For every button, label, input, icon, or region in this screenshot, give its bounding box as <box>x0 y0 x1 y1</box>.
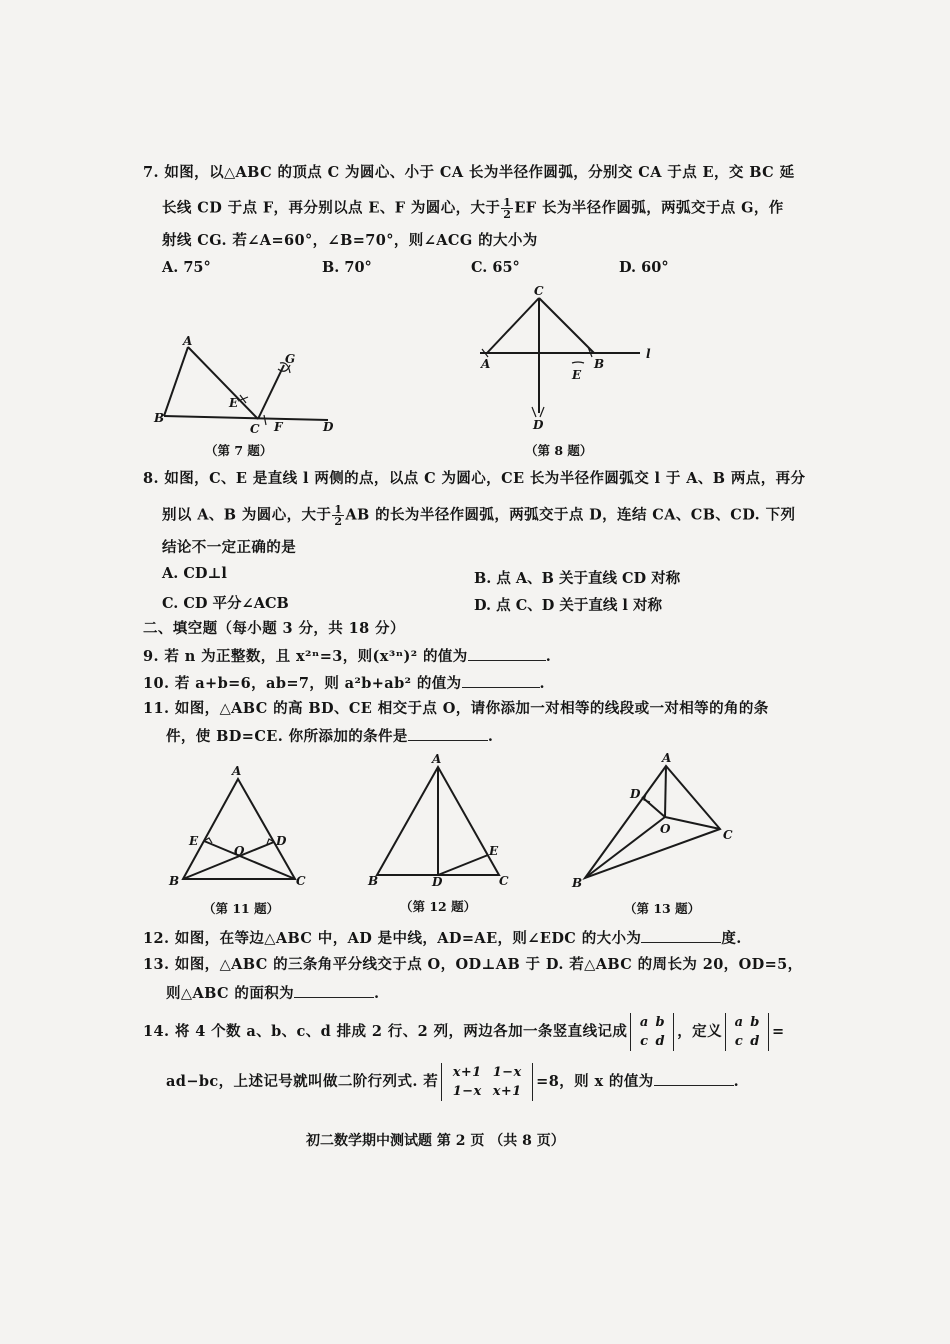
q11-text: 件，使 BD=CE. 你所添加的条件是 <box>166 728 408 745</box>
q10-answer-blank[interactable] <box>462 673 540 688</box>
fig7-label-f: F <box>274 420 283 434</box>
fig8-label-d: D <box>533 418 544 432</box>
fig11-label-c: C <box>296 874 306 888</box>
q13-figure <box>568 750 743 890</box>
fig13-label-c: C <box>723 828 733 842</box>
q12-answer-blank[interactable] <box>641 928 721 943</box>
q7-line3: 射线 CG. 若∠A=60°，∠B=70°，则∠ACG 的大小为 <box>162 232 538 249</box>
q13-line1: 13. 如图，△ABC 的三条角平分线交于点 O，OD⊥AB 于 D. 若△ABC 的周长为 20，OD=5， <box>143 956 803 973</box>
q8-line3: 结论不一定正确的是 <box>162 539 297 556</box>
q9-answer-blank[interactable] <box>468 646 546 661</box>
q7-fraction-half: $\frac{1}{2}$ <box>503 196 512 221</box>
q14-line2 <box>166 1063 739 1101</box>
q11-caption: （第 11 题） <box>203 901 280 916</box>
q8-line2-a: 别以 A、B 为圆心，大于 <box>162 506 332 524</box>
q8-option-d: D. 点 C、D 关于直线 l 对称 <box>474 597 662 614</box>
q14-determinant-abcd-def: a b c d <box>725 1013 769 1051</box>
fig7-label-b: B <box>154 411 165 425</box>
q7-line1: 7. 如图，以△ABC 的顶点 C 为圆心、小于 CA 长为半径作圆弧，分别交 CA 于点 E，交 BC 延 <box>143 164 795 181</box>
fig8-label-e: E <box>572 368 582 382</box>
fig13-label-d: D <box>630 787 641 801</box>
fig7-label-d: D <box>323 420 334 434</box>
q14-line1-b: ，定义 <box>677 1023 722 1040</box>
q8-line2-b: AB 的长为半径作圆弧，两弧交于点 D，连结 CA、CB、CD. 下列 <box>345 506 796 524</box>
fig12-label-e: E <box>489 844 499 858</box>
q11-figure <box>165 765 315 895</box>
q12-caption: （第 12 题） <box>400 899 477 914</box>
fig11-label-b: B <box>169 874 180 888</box>
fig13-label-o: O <box>660 822 671 836</box>
q8-line1: 8. 如图，C、E 是直线 l 两侧的点，以点 C 为圆心，CE 长为半径作圆弧交 l 于 A、B 两点，再分 <box>143 470 806 487</box>
fig7-label-e: E <box>229 396 239 410</box>
q7-line2-a: 长线 CD 于点 F，再分别以点 E、F 为圆心，大于 <box>162 199 501 217</box>
q7-line2-b: EF 长为半径作圆弧，两弧交于点 G，作 <box>514 199 784 217</box>
fig7-label-a: A <box>183 334 193 348</box>
q7-figure <box>150 335 350 440</box>
q12-end: 度. <box>721 930 742 947</box>
q13-line2 <box>166 983 379 1002</box>
q9-end: . <box>545 648 552 665</box>
q8-fraction-half: $\frac{1}{2}$ <box>334 503 343 528</box>
q7-option-b: B. 70° <box>322 259 372 276</box>
q9-text: 9. 若 n 为正整数，且 x²ⁿ=3，则(x³ⁿ)² 的值为 <box>143 648 468 665</box>
fig13-label-a: A <box>662 751 672 765</box>
q8-line2 <box>162 504 795 527</box>
q14-line1-a: 14. 将 4 个数 a、b、c、d 排成 2 行、2 列，两边各加一条竖直线记成 <box>143 1023 628 1040</box>
q11-line2 <box>166 726 493 745</box>
fig8-label-l: l <box>646 347 651 361</box>
q14-line2-a: ad−bc，上述记号就叫做二阶行列式. 若 <box>166 1073 439 1090</box>
q7-option-c: C. 65° <box>471 259 520 276</box>
fig8-label-c: C <box>534 284 544 298</box>
q12-text: 12. 如图，在等边△ABC 中，AD 是中线，AD=AE，则∠EDC 的大小为 <box>143 930 642 947</box>
q14-determinant-x: x+1 1−x 1−x x+1 <box>441 1063 533 1101</box>
q13-end: . <box>374 985 380 1002</box>
fig8-label-b: B <box>594 357 605 371</box>
q8-figure <box>470 285 660 435</box>
q7-option-a: A. 75° <box>162 259 211 276</box>
q14-line1-c: = <box>771 1023 785 1040</box>
q12-line <box>143 928 742 947</box>
q9-line <box>143 646 551 665</box>
q11-answer-blank[interactable] <box>408 726 488 741</box>
fig7-label-c: C <box>250 422 260 436</box>
q12-figure <box>365 752 515 890</box>
q13-caption: （第 13 题） <box>624 901 701 916</box>
q7-line2 <box>162 197 784 220</box>
q13-answer-blank[interactable] <box>294 983 374 998</box>
fig12-label-c: C <box>499 874 509 888</box>
q14-line1 <box>143 1013 785 1051</box>
q11-end: . <box>487 728 494 745</box>
fig11-label-o: O <box>234 844 245 858</box>
fig12-label-d: D <box>432 875 443 889</box>
q7-caption: （第 7 题） <box>205 443 273 458</box>
q10-line <box>143 673 545 692</box>
fig12-label-a: A <box>432 752 442 766</box>
fig7-label-g: G <box>285 352 296 366</box>
fig13-label-b: B <box>572 876 583 890</box>
section2-title: 二、填空题（每小题 3 分，共 18 分） <box>143 620 405 637</box>
q14-end: . <box>733 1073 740 1090</box>
fig12-label-b: B <box>368 874 379 888</box>
q8-option-c: C. CD 平分∠ACB <box>162 595 289 612</box>
q11-line1: 11. 如图，△ABC 的高 BD、CE 相交于点 O，请你添加一对相等的线段或一对相等的角的条 <box>143 700 769 717</box>
q14-line2-b: =8，则 x 的值为 <box>536 1073 654 1090</box>
q13-text: 则△ABC 的面积为 <box>166 985 295 1002</box>
fig11-label-a: A <box>232 764 242 778</box>
q10-text: 10. 若 a+b=6，ab=7，则 a²b+ab² 的值为 <box>143 675 462 692</box>
q14-determinant-abcd: a b c d <box>630 1013 674 1051</box>
fig11-label-e: E <box>189 834 199 848</box>
q14-answer-blank[interactable] <box>654 1071 734 1086</box>
q10-end: . <box>539 675 545 692</box>
fig11-label-d: D <box>276 834 287 848</box>
q7-option-d: D. 60° <box>619 259 669 276</box>
q8-option-b: B. 点 A、B 关于直线 CD 对称 <box>474 570 681 587</box>
fig8-label-a: A <box>481 357 491 371</box>
q8-caption: （第 8 题） <box>525 443 593 458</box>
page-footer: 初二数学期中测试题 第 2 页 （共 8 页） <box>306 1133 565 1149</box>
q8-option-a: A. CD⊥l <box>162 565 227 582</box>
